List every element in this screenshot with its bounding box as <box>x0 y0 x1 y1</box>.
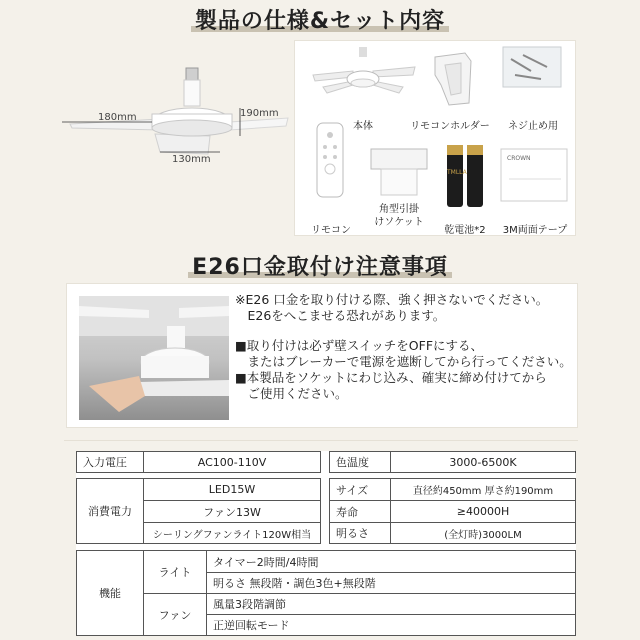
caution-line: ご使用ください。 <box>235 386 348 401</box>
light-timer: タイマー2時間/4時間 <box>206 550 576 573</box>
power-led: LED15W <box>143 478 321 501</box>
caution-section-title: E26口金取付け注意事項 <box>0 250 640 281</box>
section-divider <box>64 440 578 441</box>
set-item-label: 乾電池*2 <box>444 225 486 236</box>
caution-box <box>66 283 578 428</box>
power-fan: ファン13W <box>143 500 321 523</box>
height-dimension: 190mm <box>240 108 279 119</box>
caution-line: E26をへこませる恐れがあります。 <box>235 308 446 323</box>
installation-photo <box>79 296 229 420</box>
power-equivalent: シーリングファンライト120W相当 <box>143 522 321 544</box>
brightness-value: (全灯時)3000LM <box>390 522 576 544</box>
tape-icon <box>495 145 575 205</box>
tape-brand: CROWN <box>507 155 531 162</box>
square-socket-icon <box>357 145 441 201</box>
set-item-label: リモコン <box>311 225 351 236</box>
set-contents-box <box>294 40 576 236</box>
light-brightness: 明るさ 無段階・調色3色+無段階 <box>206 572 576 594</box>
diameter-dimension: 130mm <box>172 154 211 165</box>
set-item-label: 本体 <box>353 121 373 132</box>
power-label: 消費電力 <box>76 478 144 544</box>
spec-table <box>76 451 576 636</box>
function-label: 機能 <box>76 550 144 636</box>
set-item-label: リモコンホルダー <box>410 121 490 132</box>
fan-label: ファン <box>143 593 207 636</box>
life-label: 寿命 <box>329 500 391 523</box>
color-temp-value: 3000-6500K <box>390 451 576 473</box>
set-item-tape <box>495 145 575 235</box>
size-label: サイズ <box>329 478 391 501</box>
brightness-label: 明るさ <box>329 522 391 544</box>
life-value: ≥40000H <box>390 500 576 523</box>
input-voltage-value: AC100-110V <box>143 451 321 473</box>
set-item-label: 角型引掛 けソケット <box>374 204 424 228</box>
width-dimension: 180mm <box>98 112 137 123</box>
input-voltage-label: 入力電圧 <box>76 451 144 473</box>
fan-speed: 風量3段階調節 <box>206 593 576 615</box>
caution-line: またはブレーカーで電源を遮断してから行ってください。 <box>235 354 572 369</box>
screw-pack-icon <box>491 45 575 107</box>
fan-reverse: 正逆回転モード <box>206 614 576 636</box>
size-value: 直径約450mm 厚さ約190mm <box>390 478 576 501</box>
set-item-screws <box>491 45 575 133</box>
caution-line: ■取り付けは必ず壁スイッチをOFFにする、 <box>235 338 484 353</box>
caution-text <box>235 292 575 402</box>
caution-line: ※E26 口金を取り付ける際、強く押さないでください。 <box>235 292 549 307</box>
remote-control-icon <box>301 121 361 201</box>
spec-section-title: 製品の仕様&セット内容 <box>0 4 640 35</box>
set-item-batteries <box>435 141 495 235</box>
set-item-remote <box>301 121 361 236</box>
remote-holder-icon <box>405 45 495 107</box>
set-item-label: ネジ止め用 <box>508 121 558 132</box>
light-label: ライト <box>143 550 207 594</box>
set-item-socket <box>357 145 441 235</box>
battery-brand: TMLLA <box>447 169 467 176</box>
caution-line: ■本製品をソケットにわじ込み、確実に締め付けてから <box>235 370 547 385</box>
set-item-label: 3M両面テープ <box>502 225 568 236</box>
set-item-remote-holder <box>405 45 495 133</box>
color-temp-label: 色温度 <box>329 451 391 473</box>
